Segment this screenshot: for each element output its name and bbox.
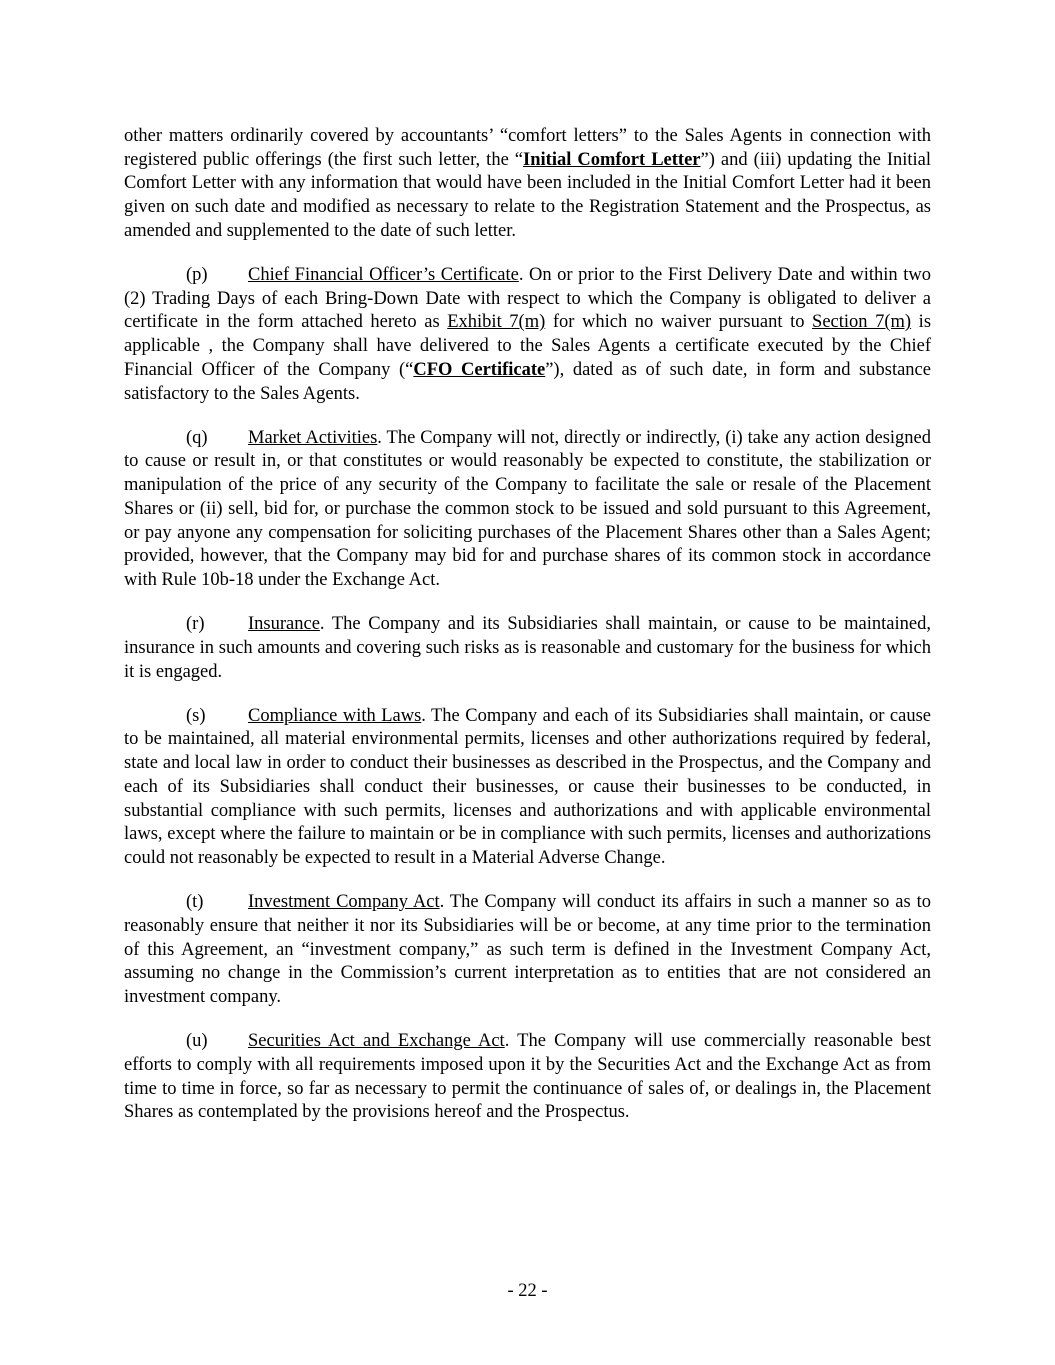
defined-term-initial-comfort-letter: Initial Comfort Letter — [523, 149, 701, 170]
section-heading: Securities Act and Exchange Act — [248, 1031, 505, 1052]
section-reference: Section 7(m) — [812, 312, 912, 333]
section-heading: Compliance with Laws — [248, 705, 422, 726]
section-number: (u) — [186, 1031, 208, 1052]
section-number: (r) — [186, 614, 205, 635]
section-heading: Market Activities — [248, 427, 378, 448]
section-s: (s) Compliance with Laws. The Company and each of its Subsidiaries shall maintain, or cause to be maintained, all material environmental permits, licenses and other authorizations required by federal, state and local law in order to conduct their businesses as described in the Prospectus, and the Company and each of its Subsidiaries shall conduct their businesses, or cause their businesses to be conducted, in substantial compliance with such permits, licenses and authorizations and with applicable environmental laws, except where the failure to maintain or be in compliance with such permits, licenses and authorizations could not reasonably be expected to result in a Material Adverse Change. — [124, 705, 931, 868]
section-u: (u) Securities Act and Exchange Act. The Company will use commercially reasonable best efforts to comply with all requirements imposed upon it by the Securities Act and the Exchange Act as from time to time in force, so far as necessary to permit the continuance of sales of, or dealings in, the Placement Shares as contemplated by the provisions hereof and the Prospectus. — [124, 1031, 931, 1123]
section-number: (q) — [186, 427, 208, 448]
defined-term-cfo-certificate: CFO Certificate — [413, 359, 546, 380]
document-body — [124, 125, 931, 1146]
section-t: (t) Investment Company Act. The Company will conduct its affairs in such a manner so as to reasonably ensure that neither it nor its Subsidiaries will be or become, at any time prior to the termination of this Agreement, an “investment company,” as such term is defined in the Investment Company Act, assuming no change in the Commission’s current interpretation as to entities that are not considered an investment company. — [124, 892, 931, 1007]
paragraph-continuation: other matters ordinarily covered by accountants’ “comfort letters” to the Sales Agents in connection with registered public offerings (the first such letter, the “Initial Comfort Letter”) and (iii) updating the Initial Comfort Letter with any information that would have been included in the Initial Comfort Letter had it been given on such date and modified as necessary to relate to the Registration Statement and the Prospectus, as amended and supplemented to the date of such letter. — [124, 126, 932, 241]
section-q: (q) Market Activities. The Company will not, directly or indirectly, (i) take any action designed to cause or result in, or that constitutes or would reasonably be expected to constitute, the stabilization or manipulation of the price of any security of the Company to facilitate the sale or resale of the Placement Shares or (ii) sell, bid for, or purchase the common stock to be issued and sold pursuant to this Agreement, or pay anyone any compensation for soliciting purchases of the Placement Shares other than a Sales Agent; provided, however, that the Company may bid for and purchase shares of its common stock in accordance with Rule 10b-18 under the Exchange Act. — [124, 427, 931, 590]
section-number: (t) — [186, 892, 204, 913]
exhibit-reference: Exhibit 7(m) — [447, 312, 546, 333]
section-r: (r) Insurance. The Company and its Subsidiaries shall maintain, or cause to be maintained, insurance in such amounts and covering such risks as is reasonable and customary for the business for which it is engaged. — [124, 614, 931, 682]
section-number: (s) — [186, 705, 206, 726]
section-p: (p) Chief Financial Officer’s Certificate. On or prior to the First Delivery Date and within two (2) Trading Days of each Bring-Down Date with respect to which the Company is obligated to deliver a certificate in the form attached hereto as Exhibit 7(m) for which no waiver pursuant to Section 7(m) is applicable , the Company shall have delivered to the Sales Agents a certificate executed by the Chief Financial Officer of the Company (“CFO Certificate”), dated as of such date, in form and substance satisfactory to the Sales Agents. — [124, 265, 932, 404]
section-number: (p) — [186, 265, 208, 286]
section-heading: Chief Financial Officer’s Certificate — [248, 265, 519, 286]
page-number: - 22 - — [507, 1281, 548, 1301]
section-heading: Insurance — [248, 614, 320, 635]
section-heading: Investment Company Act — [248, 892, 440, 913]
